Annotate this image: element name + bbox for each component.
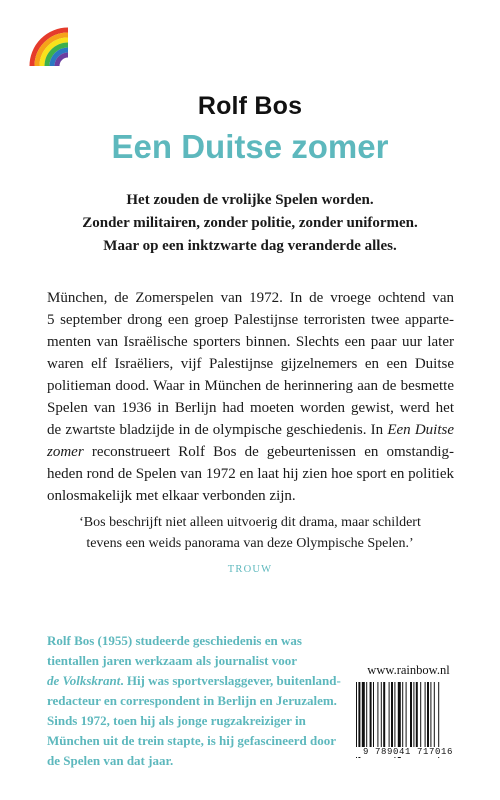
blurb-line-text: reconstrueert Rolf Bos de gebeurtenissen en omstandig- (91, 444, 454, 460)
blurb-line: menten van Israëlische sporters binnen. Slechts een paar uur later (47, 334, 454, 350)
tagline-line: Zonder militairen, zonder politie, zonder uniformen. (82, 215, 418, 231)
barcode-bar (383, 682, 385, 748)
bio-line (47, 671, 347, 691)
bio-line: tientallen jaren werkzaam als journalist voor (47, 653, 297, 668)
book-title: Een Duitse zomer (111, 128, 389, 165)
barcode-bar (402, 682, 403, 748)
barcode-bar (370, 682, 372, 748)
blurb-line: onlosmakelijk met elkaar verbonden zijn. (47, 488, 296, 504)
blurb-line: heden rond de Spelen van 1972 en laat hij zien hoe sport en politiek (47, 466, 454, 482)
blurb-line: 5 september drong een groep Palestijnse terroristen twee apparte- (47, 312, 454, 328)
barcode-bar (425, 682, 426, 748)
quote-source: TROUW (227, 564, 273, 575)
rainbow-logo-icon (28, 26, 72, 70)
isbn-number: 9 789041 717016 (352, 747, 464, 757)
barcode-bar (373, 682, 374, 748)
barcode-bar (406, 682, 407, 748)
blurb-italic-title: zomer (47, 444, 84, 460)
barcode-bar (420, 682, 421, 748)
barcode-bar (427, 682, 429, 748)
barcode-bar (389, 682, 390, 748)
blurb-line (47, 441, 454, 463)
bio-newspaper: de Volkskrant (47, 673, 121, 688)
bio-line: Sinds 1972, toen hij als jonge rugzakreiziger in (47, 713, 306, 728)
publisher-website: www.rainbow.nl (367, 663, 450, 677)
barcode-bar (391, 682, 393, 748)
bio-line: redacteur en correspondent in Berlijn en Jeruzalem. (47, 693, 337, 708)
blurb-line: München, de Zomerspelen van 1972. In de vroege ochtend van (47, 290, 454, 306)
rainbow-band (57, 55, 68, 66)
blurb-paragraph (47, 287, 454, 507)
barcode-bar (434, 682, 435, 748)
tagline-line: Het zouden de vrolijke Spelen worden. (126, 192, 374, 208)
blurb-italic-title: Een Duitse (387, 422, 454, 438)
quote-line: tevens een weids panorama van deze Olympische Spelen.’ (86, 536, 414, 551)
blurb-line (47, 419, 454, 441)
blurb-line: waren elf Israëliers, vijf Palestijnse gijzelnemers en een Duitse (47, 356, 454, 372)
review-quote (0, 512, 500, 580)
tagline (0, 189, 500, 258)
bio-line: de Spelen van dat jaar. (47, 753, 174, 768)
barcode-bar (410, 682, 412, 748)
tagline-line: Maar op een inktzwarte dag veranderde alles. (103, 238, 397, 254)
author-name: Rolf Bos (197, 92, 303, 120)
blurb-line: Spelen van 1936 in Berlijn had moeten worden gewist, werd het (47, 400, 454, 416)
barcode-bar (366, 682, 367, 748)
blurb-line: politieman dood. Waar in München de herinnering aan de besmette (47, 378, 454, 394)
quote-line: ‘Bos beschrijft niet alleen uitvoerig dit drama, maar schildert (79, 515, 421, 530)
bio-line-text: . Hij was sportverslaggever, buitenland- (120, 673, 341, 688)
author-bio (47, 631, 347, 771)
barcode-bar (362, 682, 365, 748)
barcode-bar (381, 682, 382, 748)
bio-line: München uit de trein stapte, is hij gefascineerd door (47, 733, 336, 748)
barcode-bar (377, 682, 378, 748)
blurb-line-text: de zwartste bladzijde in de olympische geschiedenis. In (47, 422, 384, 438)
barcode-bar (413, 682, 414, 748)
barcode-bar (416, 682, 418, 748)
barcode-bar (430, 682, 431, 748)
bio-line: Rolf Bos (1955) studeerde geschiedenis en was (47, 633, 302, 648)
